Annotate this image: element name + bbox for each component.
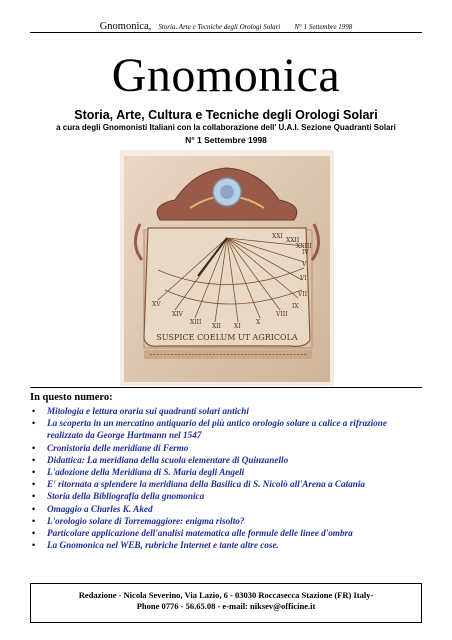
sundial-photo	[120, 150, 334, 386]
toc-item: • Didattica: La meridiana della scuola elementare di Quinzanello	[30, 454, 422, 466]
editorial-footer	[30, 583, 422, 623]
hour-label-top-2: XXIII	[296, 243, 312, 250]
toc-item: • Mitologia e lettura oraria sui quadranti solari antichi	[30, 405, 422, 417]
page-title: Gnomonica	[111, 49, 341, 102]
hour-label-left-2: XIII	[190, 319, 202, 326]
hour-label-left-0: XV	[152, 301, 161, 308]
hour-label-bottom-1: XI	[234, 323, 241, 330]
contents-heading: In questo numero:	[30, 387, 422, 403]
toc-item: • Omaggio a Charles K. Aked	[30, 503, 422, 515]
header-issue: N° 1 Settembre 1998	[294, 23, 353, 31]
sundial-motto: SUSPICE COELUM UT AGRICOLA	[156, 333, 298, 342]
hour-label-top-1: XXII	[286, 237, 300, 244]
toc-item: • E' ritornata a splendere la meridiana della Basilica di S. Nicolò all'Arena a Catania	[30, 478, 422, 490]
hour-label-right-5: IV	[302, 249, 309, 256]
hour-label-right-4: V	[302, 261, 307, 268]
header-publication: Gnomonica,	[99, 21, 152, 32]
hour-label-top-0: XXI	[272, 233, 283, 240]
credit-line: a cura degli Gnomonisti Italiani con la collaborazione dell' U.A.I. Sezione Quadranti Solari	[56, 123, 396, 132]
toc-item: • La Gnomonica nel WEB, rubriche Internet e tante altre cose.	[30, 539, 422, 551]
footer-address: Redazione - Nicola Severino, Via Lazio, 6 - 03030 Roccasecca Stazione (FR) Italy-	[78, 590, 374, 600]
hour-label-right-0: VIII	[276, 311, 288, 318]
hour-label-left-1: XIV	[172, 311, 183, 318]
hour-label-right-1: IX	[292, 303, 299, 310]
hour-label-bottom-2: X	[256, 319, 261, 326]
running-header	[30, 16, 422, 33]
footer-contact: Phone 0776 - 56.65.08 - e-mail: niksev@officine.it	[136, 601, 316, 611]
toc-item: • Storia della Bibliografia della gnomonica	[30, 490, 422, 502]
toc-item: • L'orologio solare di Torremaggiore: enigma risolto?	[30, 515, 422, 527]
contents-list	[30, 405, 422, 551]
hour-label-bottom-0: XII	[212, 323, 222, 330]
toc-item: • Particolare applicazione dell'analisi matematica alle formule delle linee d'ombra	[30, 527, 422, 539]
header-subtitle: Storia, Arte e Tecniche degli Orologi Solari	[158, 23, 281, 31]
toc-item: • L'adozione della Meridiana di S. Maria degli Angeli	[30, 466, 422, 478]
toc-item: • Cronistoria delle meridiane di Fermo	[30, 442, 422, 454]
toc-item: • La scoperta in un mercatino antiquario del più antico orologio solare a calice a rifrazione realizzato da George Hartmann nel 1547	[30, 417, 422, 441]
issue-line: N° 1 Settembre 1998	[185, 135, 267, 145]
page-subtitle: Storia, Arte, Cultura e Tecniche degli Orologi Solari	[74, 108, 378, 122]
hour-label-right-2: VII	[298, 291, 308, 298]
hour-label-right-3: VI	[300, 275, 307, 282]
